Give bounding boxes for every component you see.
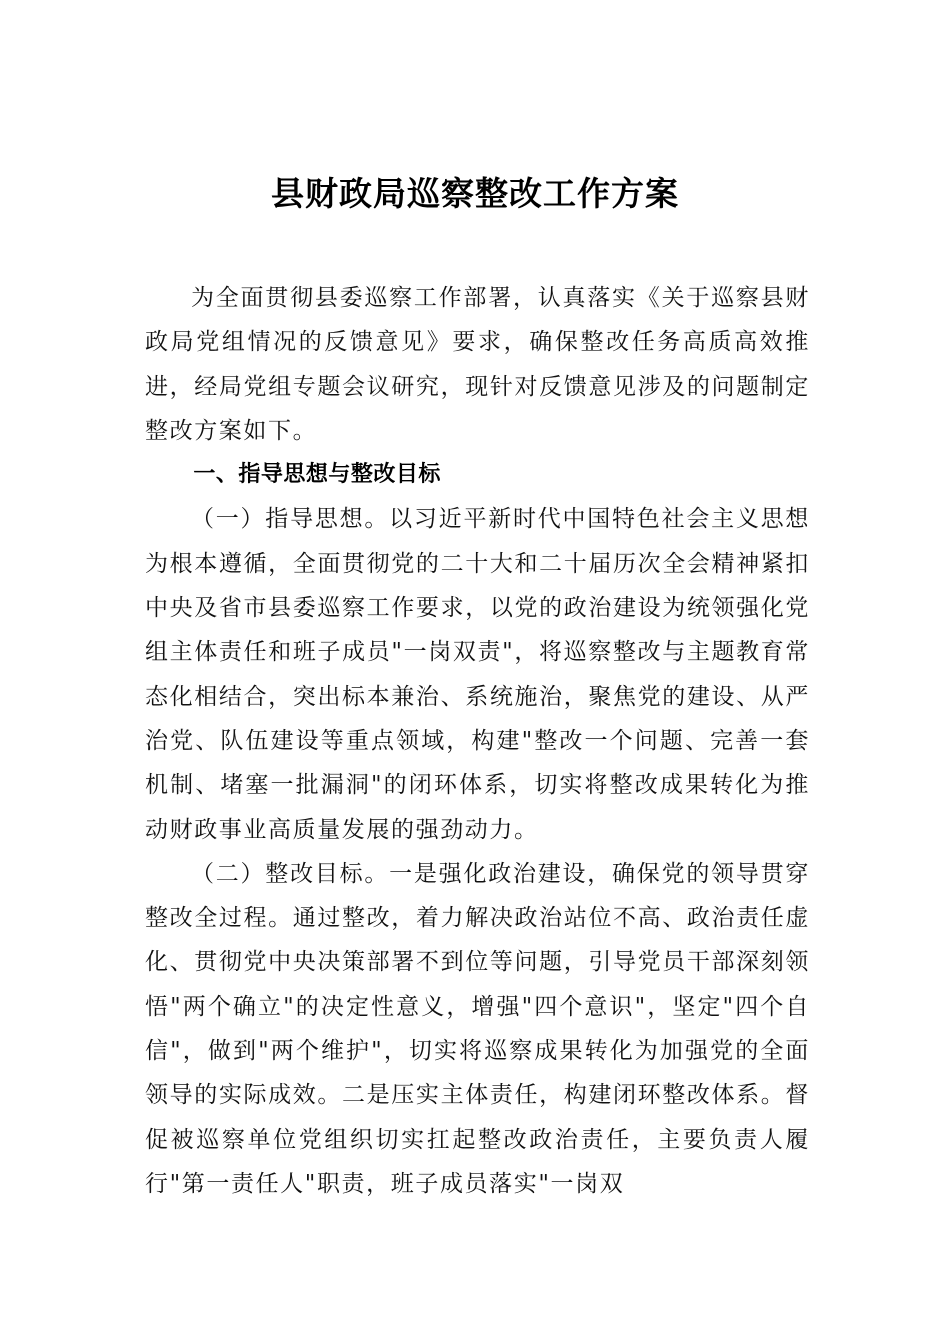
paragraph-text: 以习近平新时代中国特色社会主义思想为根本遵循，全面贯彻党的二十大和二十届历次全会精神紧扣中央及省市县委巡察工作要求，以党的政治建设为统领强化党组主体责任和班子成员"一岗双责"，将巡察整改与主题教育常态化相结合，突出标本兼治、系统施治，聚焦党的建设、从严治党、队伍建设等重点领域，构建"整改一个问题、完善一套机制、堵塞一批漏洞"的闭环体系，切实将整改成果转化为推动财政事业高质量发展的强劲动力。 <box>145 506 810 843</box>
intro-paragraph: 为全面贯彻县委巡察工作部署，认真落实《关于巡察县财政局党组情况的反馈意见》要求，确保整改任务高质高效推进，经局党组专题会议研究，现针对反馈意见涉及的问题制定整改方案如下。 <box>145 285 810 444</box>
paragraph-lead: （二）整改目标。 <box>191 860 390 887</box>
guiding-ideology-paragraph <box>145 497 810 851</box>
paragraph-lead: （一）指导思想。 <box>191 506 390 533</box>
section-heading: 一、指导思想与整改目标 <box>193 462 441 488</box>
paragraph-text: 一是强化政治建设，确保党的领导贯穿整改全过程。通过整改，着力解决政治站位不高、政治责任虚化、贯彻党中央决策部署不到位等问题，引导党员干部深刻领悟"两个确立"的决定性意义，增强"四个意识"，坚定"四个自信"，做到"两个维护"，切实将巡察成果转化为加强党的全面领导的实际成效。二是压实主体责任，构建闭环整改体系。督促被巡察单位党组织切实扛起整改政治责任，主要负责人履行"第一责任人"职责，班子成员落实"一岗双 <box>145 860 810 1197</box>
document-title: 县财政局巡察整改工作方案 <box>271 174 679 213</box>
document-body <box>145 276 810 1206</box>
rectification-goals-paragraph <box>145 852 810 1206</box>
